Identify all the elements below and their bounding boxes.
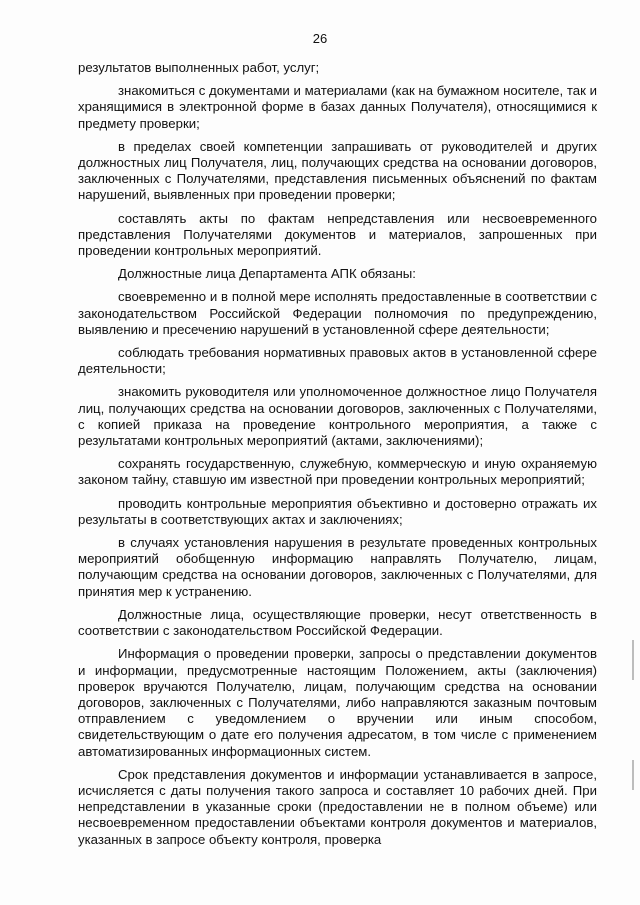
paragraph: Должностные лица, осуществляющие проверки, несут ответственность в соответствии с законодательством Российской Федерации. — [78, 606, 597, 639]
document-body — [78, 60, 597, 855]
paragraph: результатов выполненных работ, услуг; — [78, 60, 320, 75]
paragraph: знакомить руководителя или уполномоченное должностное лицо Получателя лиц, получающих средства на основании договоров, заключенных с Получателями, с копией приказа на проведение контрольного мероприятия, а также с результатами контрольных мероприятий (актами, заключениями); — [78, 384, 597, 449]
paragraph: составлять акты по фактам непредставления или несвоевременного представления Получателями документов и материалов, запрошенных при проведении контрольных мероприятий. — [78, 210, 597, 259]
scan-edge-mark — [632, 760, 634, 790]
paragraph: проводить контрольные мероприятия объективно и достоверно отражать их результаты в соответствующих актах и заключениях; — [78, 495, 597, 527]
paragraph: соблюдать требования нормативных правовых актов в установленной сфере деятельности; — [78, 345, 597, 377]
paragraph: в пределах своей компетенции запрашивать от руководителей и других должностных лиц Получателя, лиц, получающих средства на основании договоров, заключенных с Получателями, представления письменных объяснений по фактам нарушений, выявленных при проведении проверки; — [78, 138, 597, 203]
paragraph: Информация о проведении проверки, запросы о представлении документов и информации, предусмотренные настоящим Положением, акты (заключения) проверок вручаются Получателю, лицам, получающим средства на основании договоров, заключенных с Получателями, либо направляются заказным почтовым отправлением с уведомлением о вручении или иным способом, свидетельствующим о дате его получения адресатом, в том числе с применением автоматизированных информационных систем. — [78, 646, 597, 759]
scan-edge-mark — [632, 640, 634, 680]
page-number: 26 — [312, 31, 328, 46]
paragraph: в случаях установления нарушения в результате проведенных контрольных мероприятий обобщенную информацию направлять Получателю, лицам, получающим средства на основании договоров, заключенных с Получателями, для принятия мер к устранению. — [78, 535, 597, 599]
paragraph: Срок представления документов и информации устанавливается в запросе, исчисляется с даты получения такого запроса и составляет 10 рабочих дней. При непредставлении в указанные сроки (предоставлении не в полном объеме) или несвоевременном предоставлении объектами контроля документов и материалов, указанных в запросе объекту контроля, проверка — [78, 766, 597, 847]
paragraph: своевременно и в полной мере исполнять предоставленные в соответствии с законодательством Российской Федерации полномочия по предупреждению, выявлению и пресечению нарушений в установленной сфере деятельности; — [78, 289, 597, 337]
paragraph: Должностные лица Департамента АПК обязаны: — [118, 266, 416, 282]
paragraph: знакомиться с документами и материалами (как на бумажном носителе, так и хранящимися в электронной форме в базах данных Получателя), относящимися к предмету проверки; — [78, 83, 597, 131]
paragraph: сохранять государственную, служебную, коммерческую и иную охраняемую законом тайну, ставшую им известной при проведении контрольных мероприятий; — [78, 456, 597, 488]
